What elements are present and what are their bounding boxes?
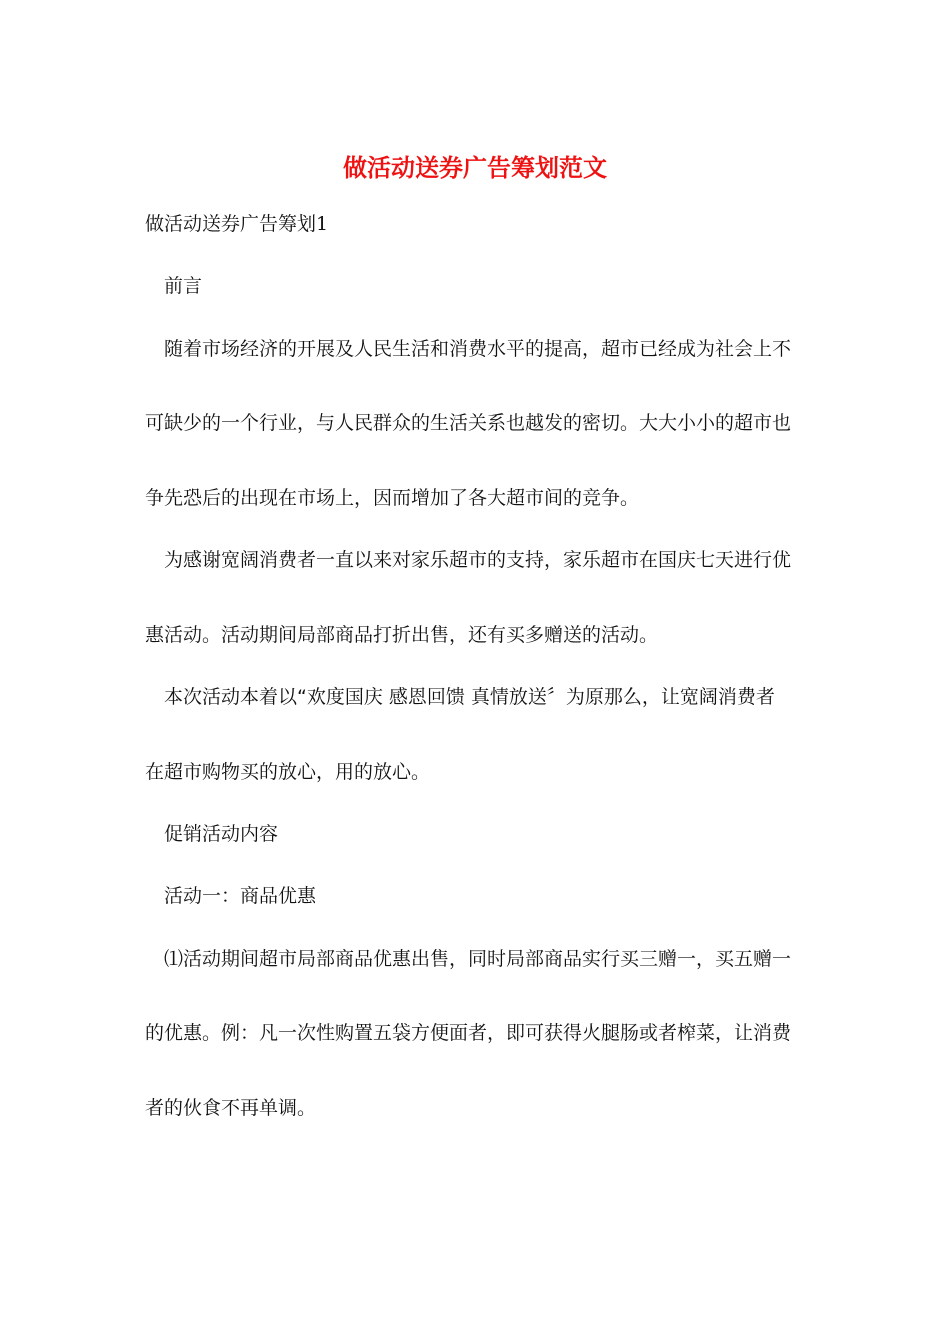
paragraph-line: ⑴活动期间超市局部商品优惠出售，同时局部商品实行买三赠一，买五赠一	[164, 948, 792, 970]
paragraph-line: 可缺少的一个行业，与人民群众的生活关系也越发的密切。大大小小的超市也	[145, 412, 792, 434]
document-title: 做活动送券广告筹划范文	[343, 153, 607, 182]
paragraph-line: 本次活动本着以“欢度国庆 感恩回馈 真情放送〞为原那么，让宽阔消费者	[164, 686, 775, 708]
paragraph-line: 者的伙食不再单调。	[145, 1097, 317, 1119]
paragraph-line: 为感谢宽阔消费者一直以来对家乐超市的支持，家乐超市在国庆七天进行优	[164, 549, 792, 571]
paragraph-line: 在超市购物买的放心，用的放心。	[145, 761, 431, 783]
heading-promotion-content: 促销活动内容	[164, 823, 279, 845]
paragraph-line: 惠活动。活动期间局部商品打折出售，还有买多赠送的活动。	[145, 624, 659, 646]
paragraph-line: 的优惠。例：凡一次性购置五袋方便面者，即可获得火腿肠或者榨菜，让消费	[145, 1022, 792, 1044]
section-subtitle: 做活动送券广告筹划1	[145, 213, 329, 235]
paragraph-line: 随着市场经济的开展及人民生活和消费水平的提高，超市已经成为社会上不	[164, 338, 792, 360]
heading-preface: 前言	[164, 275, 203, 297]
paragraph-line: 争先恐后的出现在市场上，因而增加了各大超市间的竞争。	[145, 487, 640, 509]
heading-activity-one: 活动一：商品优惠	[164, 885, 317, 907]
